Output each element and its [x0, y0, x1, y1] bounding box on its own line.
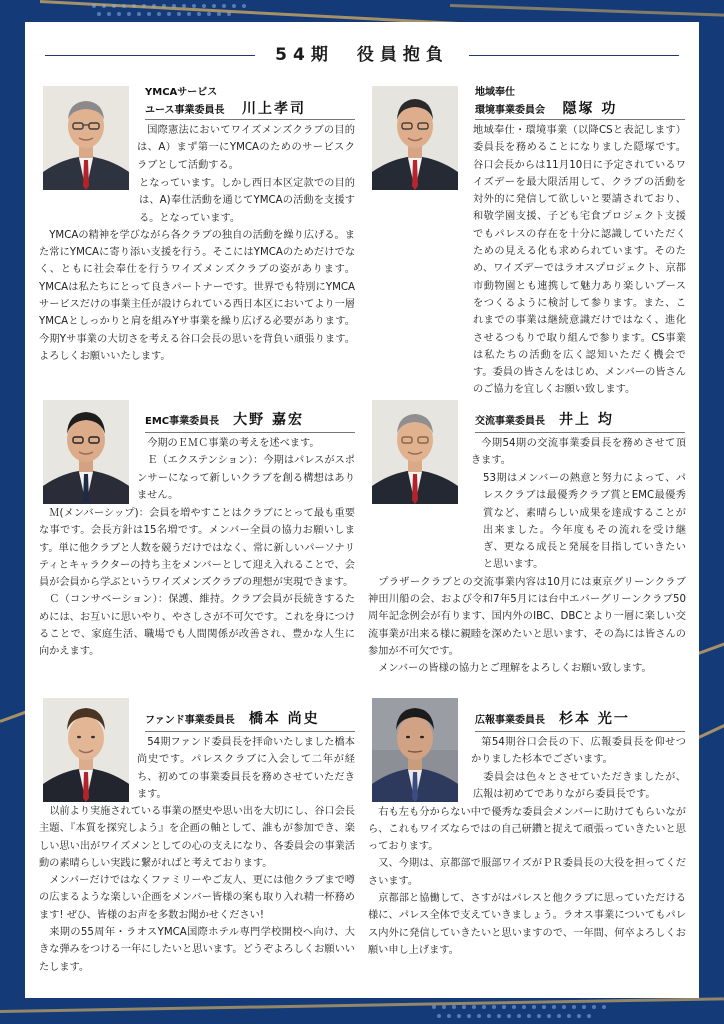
paragraph: 委員会は色々とさせていただきましたが、広報は初めてでありながら委員長です。: [473, 772, 686, 801]
role-line-1: YMCAサービス: [145, 87, 218, 98]
paragraph: メンバーだけではなくファミリーやご友人、更には他クラブまで噂の広まるような楽しい企画をメンバー皆様の案も取り入れ精一杯務めます! ぜひ、皆様のお声を多数お聞かせください!: [39, 875, 355, 921]
member-name: 井上 均: [559, 412, 614, 428]
role-heading-koryu: [475, 411, 685, 431]
role-heading-koho: [475, 710, 685, 730]
member-name: 川上孝司: [241, 101, 306, 117]
paragraph: 又、今期は、京都部で服部ワイズがＰＲ委員長の大役を担ってくださいます。: [368, 858, 686, 887]
body-text-chiiki: [368, 122, 686, 399]
paragraph: 以前より実施されている事業の歴史や思い出を大切にし、谷口会長主題、『本質を探究しよう』を企画の軸として、誰もが参加でき、楽しい思い出がワイズメンとしての心の支えになり、各委員会の事業活動の素晴らしい実践に繋がればと考えております。: [39, 806, 355, 869]
role-line-2-with-name: [145, 100, 355, 118]
portrait-photo-hashimoto: [43, 698, 129, 802]
portrait-photo-ono: [43, 400, 129, 504]
content-panel: [25, 22, 699, 998]
paragraph: 地域奉仕・環境事業（以降CSと表記します）委員長を務めることになりました隠塚です。谷口会長からは11月10日に予定されているワイズデーを最大限活用して、クラブの活動を対外的に発信して欲しいと要請されており、和敬学園支援、子ども宅食プロジェクト支援でもパレスの存在を十分に認識していただくための見える化も求められています。そのため、ワイズデーではラオスプロジェクト、京都市動物園とも連携して魅力あり楽しいブースをつくるように検討して参ります。また、これまでの事業は継続意識だけではなく、進化させるつもりで取り組んで参ります。CS事業は私たちの活動を広く認知いただく機会です。委員の皆さんをはじめ、メンバーの皆さんのご協力を宜しくお願い致します。: [473, 125, 686, 396]
body-text-emc-wide: [39, 505, 355, 661]
body-text-ymca-wide: [39, 175, 355, 365]
role-underline-emc: [145, 432, 355, 433]
title-rule-right: [469, 55, 679, 56]
paragraph: 53期はメンバーの熱意と努力によって、パレスクラブは最優秀クラブ賞とEMC最優秀賞など、素晴らしい成果を達成することが出来ました。今年度もその流れを受け継ぎ、更なる成長と発展を目指していきたいと思います。: [483, 473, 686, 571]
paragraph: となっています。しかし西日本区定款での目的は、A)奉仕活動を通じてYMCAの活動を支援する。となっています。: [139, 178, 355, 224]
body-text-fund: [137, 734, 355, 803]
body-text-koho-wide: [368, 769, 686, 959]
page-title: 54期 役員抱負: [275, 45, 449, 65]
paragraph: 国際憲法においてワイズメンズクラブの目的は、A）まず第一にYMCAのためのサービスクラブとして活動する。: [137, 125, 355, 171]
member-name: 杉本 光一: [559, 711, 630, 727]
paragraph: Ｅ（エクステンション）：今期はパレスがスポンサーになって新しいクラブを創る構想はありません。: [137, 455, 355, 501]
role-title: EMC事業委員長: [145, 416, 220, 427]
body-text-koryu: [471, 435, 686, 470]
body-text-fund-wide: [39, 803, 355, 976]
paragraph: 第54期谷口会長の下、広報委員長を仰せつかりました杉本でございます。: [471, 737, 686, 766]
role-line-1: 地域奉仕: [475, 87, 515, 98]
paragraph: 今期のＥＭＣ事業の考えを述べます。: [147, 438, 320, 449]
paragraph: プラザークラブとの交流事業内容は10月には東京グリーンクラブ神田川船の会、および令和7年5月には台中エバーグリーンクラブ50周年記念例会が有ります、国内外のIBC、DBCとより一層に楽しい交流事業が出来る様に親睦を深めたいと思います、その為には皆さんの参加が不可欠です。: [368, 576, 686, 657]
dot-pattern-top: [90, 2, 260, 18]
role-title: ファンド事業委員長: [145, 715, 235, 726]
role-line-2: 環境事業委員会: [475, 105, 545, 116]
body-text-ymca: [137, 122, 355, 174]
role-underline-koho: [475, 731, 685, 732]
gold-stripe-top-2: [450, 4, 724, 17]
paragraph: メンバーの皆様の協力とご理解をよろしくお願い致します。: [378, 663, 652, 675]
role-heading-ymca: [145, 86, 355, 118]
page-title-bar: [25, 42, 699, 68]
role-line-2: ユース事業委員長: [145, 105, 225, 116]
body-text-emc: [137, 435, 355, 504]
role-underline-koryu: [475, 432, 685, 433]
paragraph: Ｍ(メンバーシップ)：会員を増やすことはクラブにとって最も重要な事です。会長方針は15名増です。メンバー全員の協力お願いします。単に他クラブと人数を競うだけではなく、常に新しいパーソナリティとキャラクターの持ち主をメンバーとして迎え入れることで、会員が会員から学ぶというワイズメンズクラブの理想が実現できます。: [39, 508, 355, 589]
body-text-koryu-wide: [368, 470, 686, 678]
role-line-2-with-name: [475, 100, 685, 118]
role-underline-chiiki: [475, 119, 685, 120]
member-name: 橋本 尚史: [248, 711, 320, 727]
paragraph: 54期ファンド委員長を拝命いたしました橋本尚史です。パレスクラブに入会して二年が経ち、初めての事業委員長を務めさせていただきます。: [137, 737, 355, 800]
role-heading-fund: [145, 710, 355, 730]
title-rule-left: [45, 55, 255, 56]
paragraph: 右も左も分からない中で優秀な委員会メンバーに助けてもらいながら、これもワイズならではの自己研鑽と捉えて頑張っていきたいと思っております。: [368, 806, 686, 853]
paragraph: 今期54期の交流事業委員長を務めさせて頂きます。: [471, 438, 686, 467]
role-underline-fund: [145, 731, 355, 732]
paragraph: YMCAの精神を学びながら各クラブの独自の活動を繰り広げる。また常にYMCAに寄り添い支援を行う。そこにはYMCAのためだけでなく、ともに社会奉仕を行うワイズメンズクラブの姿があります。YMCAは私たちにとって良きパートナーです。世界でも特別にYMCAサービスだけの事業主任が設けられている西日本区においてより一層YMCAとしっかりと肩を組みYサ事業を繰り広げる必要があります。今期Yサ事業の大切さを考える谷口会長の思いを背負い頑張ります。よろしくお願いいたします。: [39, 229, 355, 362]
role-title: 広報事業委員長: [475, 715, 545, 726]
member-name: 大野 嘉宏: [233, 412, 304, 428]
dot-pattern-bottom: [430, 1002, 620, 1022]
member-name: 隠塚 功: [562, 101, 618, 117]
role-heading-chiiki: [475, 86, 685, 118]
paragraph: 来期の55周年・ラオスYMCA国際ホテル専門学校開校へ向け、大きな弾みをつける一年にしたいと思います。どうぞよろしくお願いいたします。: [39, 927, 355, 973]
role-underline-ymca: [145, 119, 355, 120]
paragraph: 京都部と協働して、さすがはパレスと他クラブに思っていただける様に、パレス全体で支えていきましょう。ラオス事業についてもパレス内外に発信していきたいと思いますので、一年間、何卒よろしくお願い申し上げます。: [368, 893, 686, 956]
role-heading-emc: [145, 411, 355, 431]
paragraph: Ｃ（コンサベーション）：保護、維持。クラブ会員が長続きするためには、お互いに思いやり、やさしさが不可欠です。これを身につけることで、家庭生活、職場でも人間関係が改善され、豊かな人生に向かえます。: [39, 594, 355, 658]
body-text-koho: [471, 734, 686, 769]
role-title: 交流事業委員長: [475, 416, 545, 427]
